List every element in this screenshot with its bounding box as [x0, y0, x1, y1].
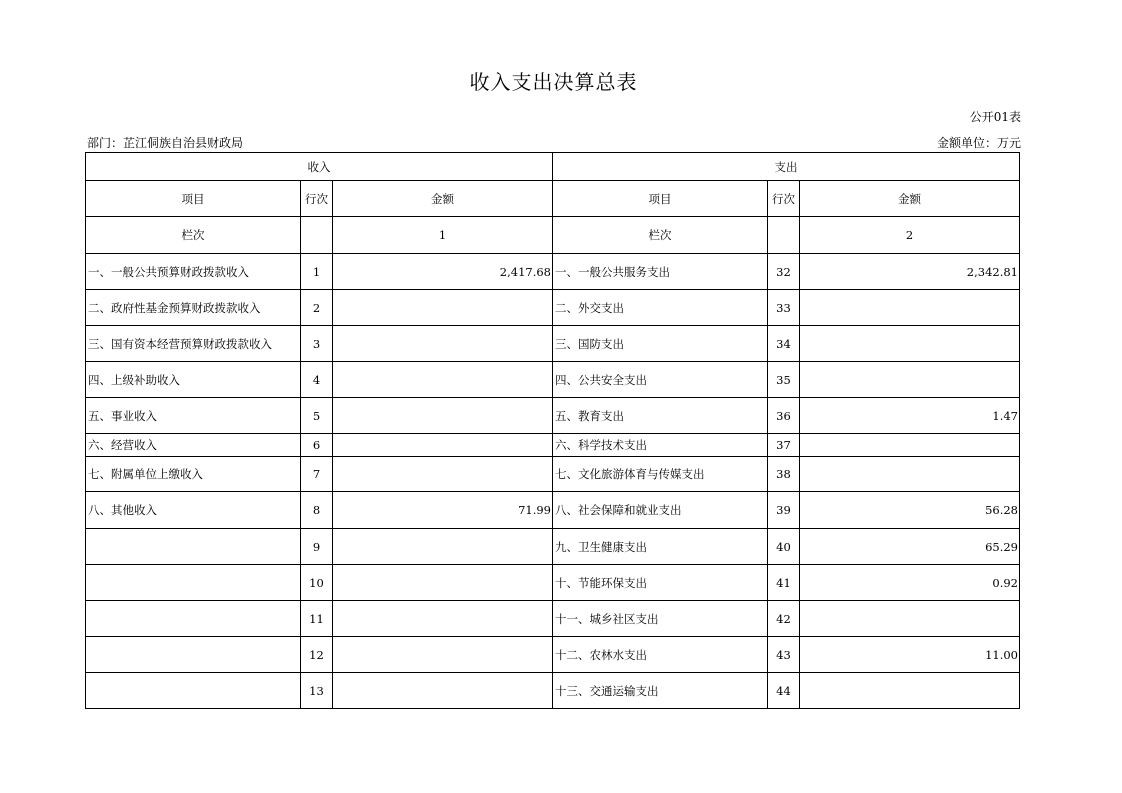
expense-amount: 1.47	[800, 398, 1020, 434]
expense-line: 36	[768, 398, 800, 434]
table-row	[86, 565, 1020, 601]
expense-line: 38	[768, 457, 800, 492]
expense-amount: 11.00	[800, 637, 1020, 673]
income-amount	[333, 565, 553, 601]
income-amount	[333, 529, 553, 565]
table-row	[86, 254, 1020, 290]
income-line: 9	[301, 529, 333, 565]
column-index-row	[86, 217, 1020, 254]
expense-item: 六、科学技术支出	[553, 434, 768, 457]
expense-item: 二、外交支出	[553, 290, 768, 326]
expense-item: 十三、交通运输支出	[553, 673, 768, 709]
income-line: 5	[301, 398, 333, 434]
expense-amount	[800, 457, 1020, 492]
expense-line: 43	[768, 637, 800, 673]
expense-amount	[800, 326, 1020, 362]
expense-line: 35	[768, 362, 800, 398]
expense-section-header: 支出	[553, 153, 1020, 181]
table-row	[86, 637, 1020, 673]
expense-lanci-number: 2	[800, 217, 1020, 254]
income-item: 五、事业收入	[86, 398, 301, 434]
income-line: 10	[301, 565, 333, 601]
page-title: 收入支出决算总表	[469, 70, 638, 94]
expense-line: 42	[768, 601, 800, 637]
expense-item: 一、一般公共服务支出	[553, 254, 768, 290]
expense-item: 十一、城乡社区支出	[553, 601, 768, 637]
expense-lanci-label: 栏次	[553, 217, 768, 254]
expense-item: 八、社会保障和就业支出	[553, 492, 768, 529]
expense-amount	[800, 673, 1020, 709]
table-row	[86, 529, 1020, 565]
expense-line: 41	[768, 565, 800, 601]
table-row	[86, 673, 1020, 709]
income-line: 13	[301, 673, 333, 709]
form-number: 公开01表	[969, 110, 1021, 124]
income-item: 三、国有资本经营预算财政拨款收入	[86, 326, 301, 362]
income-lanci-label: 栏次	[86, 217, 301, 254]
income-item: 二、政府性基金预算财政拨款收入	[86, 290, 301, 326]
income-lanci-number: 1	[333, 217, 553, 254]
expense-amount: 0.92	[800, 565, 1020, 601]
income-line: 6	[301, 434, 333, 457]
income-line: 12	[301, 637, 333, 673]
table-row	[86, 434, 1020, 457]
income-lanci-line	[301, 217, 333, 254]
table-row	[86, 492, 1020, 529]
income-amount	[333, 673, 553, 709]
expense-line: 40	[768, 529, 800, 565]
expense-amount	[800, 290, 1020, 326]
income-amount	[333, 398, 553, 434]
table-row	[86, 326, 1020, 362]
expense-amount: 56.28	[800, 492, 1020, 529]
department-label: 部门：芷江侗族自治县财政局	[87, 136, 244, 150]
income-item: 一、一般公共预算财政拨款收入	[86, 254, 301, 290]
table-row	[86, 362, 1020, 398]
expense-line: 33	[768, 290, 800, 326]
table-row	[86, 457, 1020, 492]
income-line: 8	[301, 492, 333, 529]
expense-item: 三、国防支出	[553, 326, 768, 362]
income-line: 3	[301, 326, 333, 362]
income-item: 六、经营收入	[86, 434, 301, 457]
table-row	[86, 398, 1020, 434]
income-line: 2	[301, 290, 333, 326]
expense-item: 四、公共安全支出	[553, 362, 768, 398]
income-amount	[333, 362, 553, 398]
income-amount	[333, 434, 553, 457]
income-amount	[333, 601, 553, 637]
income-item	[86, 637, 301, 673]
expense-line: 39	[768, 492, 800, 529]
expense-line: 34	[768, 326, 800, 362]
expense-item: 十、节能环保支出	[553, 565, 768, 601]
expense-item: 十二、农林水支出	[553, 637, 768, 673]
income-line: 11	[301, 601, 333, 637]
income-item	[86, 529, 301, 565]
expense-line: 32	[768, 254, 800, 290]
income-expense-table	[85, 152, 1020, 709]
income-item: 四、上级补助收入	[86, 362, 301, 398]
income-amount	[333, 290, 553, 326]
expense-line: 37	[768, 434, 800, 457]
income-section-header: 收入	[86, 153, 553, 181]
income-line: 4	[301, 362, 333, 398]
income-item: 七、附属单位上缴收入	[86, 457, 301, 492]
income-amount	[333, 637, 553, 673]
income-item	[86, 673, 301, 709]
income-item-header: 项目	[86, 181, 301, 217]
expense-line-header: 行次	[768, 181, 800, 217]
table-row	[86, 601, 1020, 637]
expense-lanci-line	[768, 217, 800, 254]
income-amount	[333, 457, 553, 492]
expense-amount-header: 金额	[800, 181, 1020, 217]
income-amount	[333, 326, 553, 362]
expense-line: 44	[768, 673, 800, 709]
income-amount: 71.99	[333, 492, 553, 529]
amount-unit-label: 金额单位：万元	[936, 136, 1021, 150]
table-row	[86, 290, 1020, 326]
income-item	[86, 601, 301, 637]
income-line-header: 行次	[301, 181, 333, 217]
column-header-row	[86, 181, 1020, 217]
expense-item: 七、文化旅游体育与传媒支出	[553, 457, 768, 492]
income-amount-header: 金额	[333, 181, 553, 217]
expense-amount: 2,342.81	[800, 254, 1020, 290]
expense-amount	[800, 601, 1020, 637]
income-item	[86, 565, 301, 601]
expense-item-header: 项目	[553, 181, 768, 217]
income-amount: 2,417.68	[333, 254, 553, 290]
income-item: 八、其他收入	[86, 492, 301, 529]
expense-amount: 65.29	[800, 529, 1020, 565]
section-header-row	[86, 153, 1020, 181]
expense-item: 九、卫生健康支出	[553, 529, 768, 565]
expense-amount	[800, 362, 1020, 398]
income-line: 1	[301, 254, 333, 290]
expense-amount	[800, 434, 1020, 457]
expense-item: 五、教育支出	[553, 398, 768, 434]
income-line: 7	[301, 457, 333, 492]
